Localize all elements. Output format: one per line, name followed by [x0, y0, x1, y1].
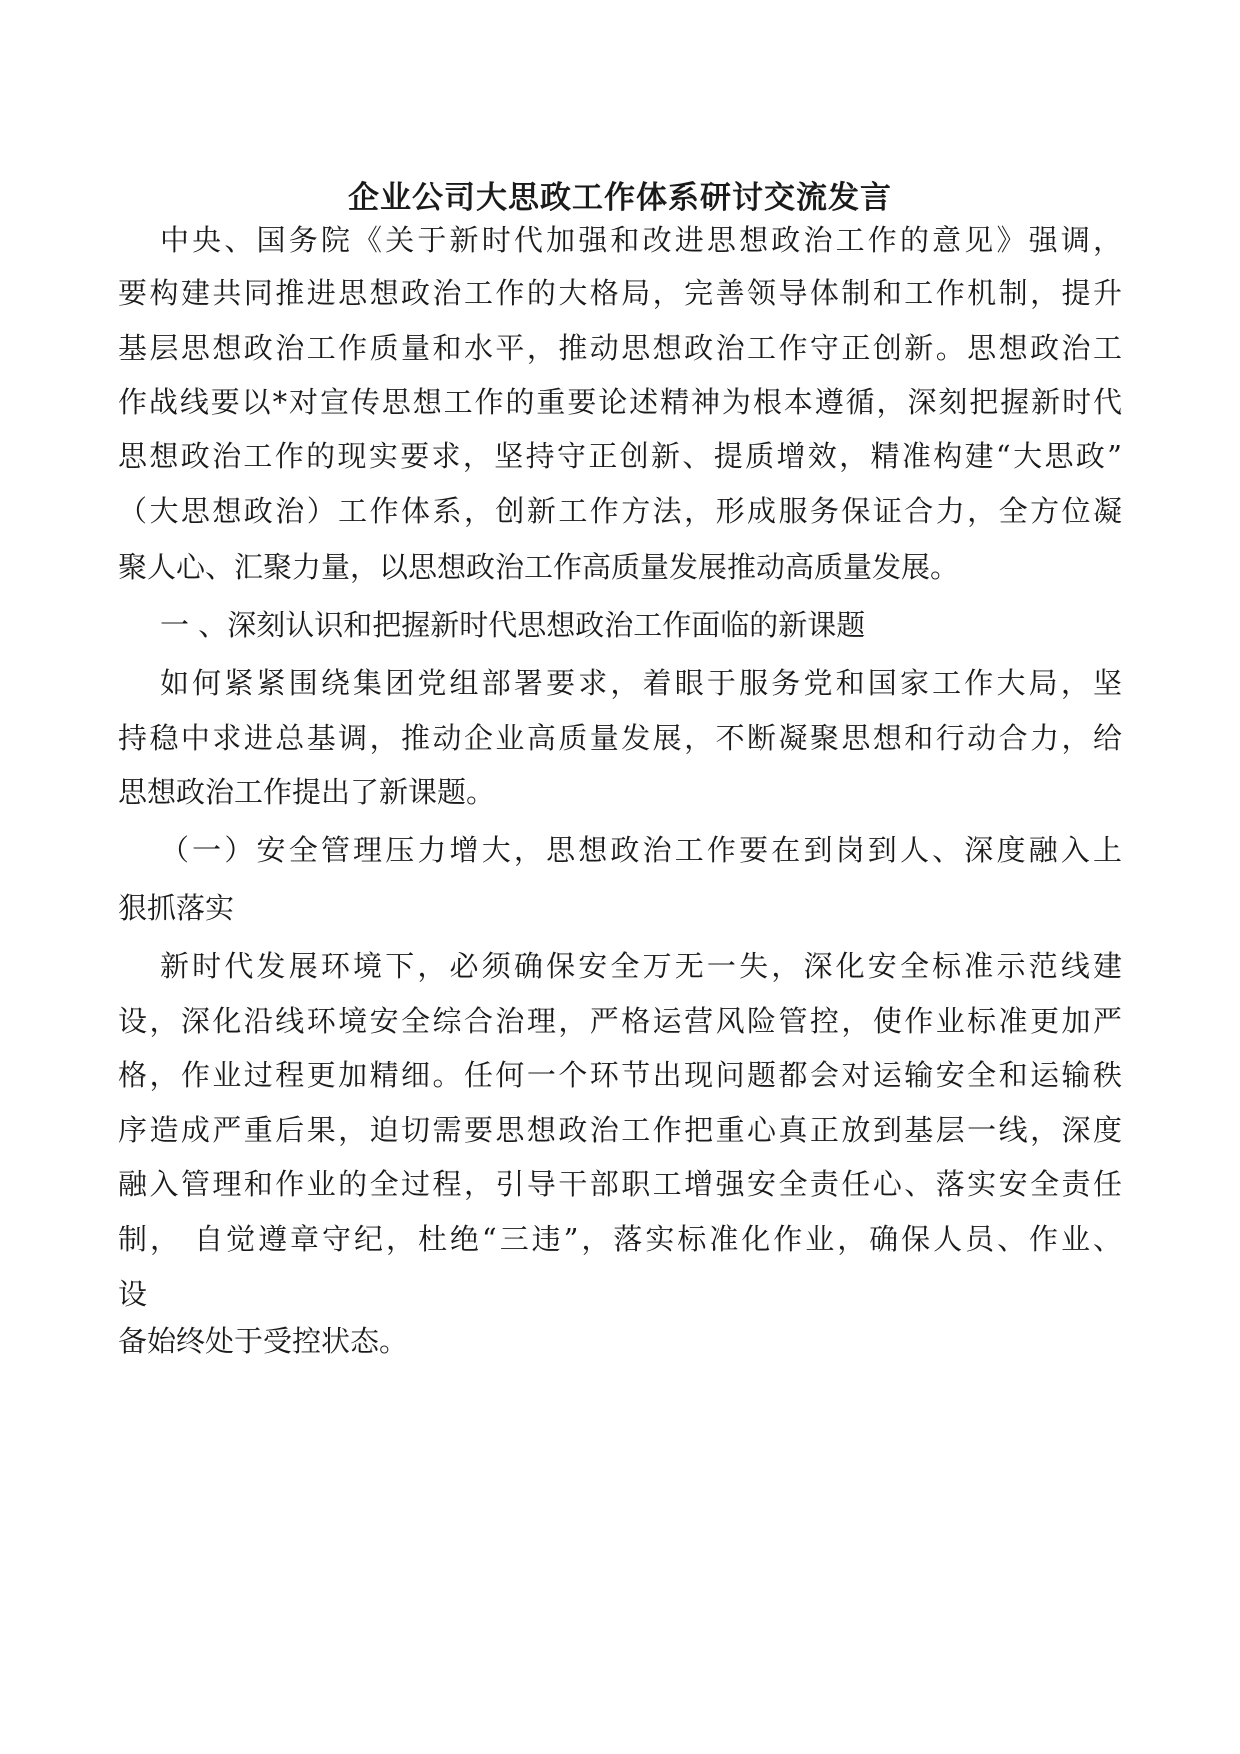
paragraph-line: 作战线要以*对宣传思想工作的重要论述精神为根本遵循，深刻把握新时代: [118, 385, 1122, 419]
paragraph-line: 新时代发展环境下，必须确保安全万无一失，深化安全标准示范线建: [160, 949, 1122, 983]
paragraph-line: 融入管理和作业的全过程，引导干部职工增强安全责任心、落实安全责任: [118, 1167, 1122, 1201]
paragraph-line: （大思想政治）工作体系，创新工作方法，形成服务保证合力，全方位凝: [118, 494, 1122, 528]
paragraph-line: 如何紧紧围绕集团党组部署要求，着眼于服务党和国家工作大局，坚: [160, 666, 1122, 700]
paragraph-line: 聚人心、汇聚力量，以思想政治工作高质量发展推动高质量发展。: [118, 550, 960, 584]
section-heading: 一 、深刻认识和把握新时代思想政治工作面临的新课题: [160, 608, 866, 642]
subsection-heading: （一）安全管理压力增大，思想政治工作要在到岗到人、深度融入上: [160, 833, 1122, 867]
paragraph-line: 设，深化沿线环境安全综合治理，严格运营风险管控，使作业标准更加严: [118, 1004, 1122, 1038]
paragraph-line: 要构建共同推进思想政治工作的大格局，完善领导体制和工作机制，提升: [118, 276, 1122, 310]
paragraph-line: 中央、国务院《关于新时代加强和改进思想政治工作的意见》强调，: [160, 223, 1122, 257]
paragraph-line: 格，作业过程更加精细。任何一个环节出现问题都会对运输安全和运输秩: [118, 1058, 1122, 1092]
paragraph-line: 序造成严重后果，迫切需要思想政治工作把重心真正放到基层一线，深度: [118, 1113, 1122, 1147]
paragraph-line: 制， 自觉遵章守纪，杜绝“三违”，落实标准化作业，确保人员、作业、: [118, 1222, 1122, 1256]
paragraph-line: 设: [118, 1277, 148, 1311]
paragraph-line: 持稳中求进总基调，推动企业高质量发展，不断凝聚思想和行动合力，给: [118, 721, 1122, 755]
paragraph-line: 基层思想政治工作质量和水平，推动思想政治工作守正创新。思想政治工: [118, 331, 1122, 365]
paragraph-line: 思想政治工作提出了新课题。: [118, 775, 496, 809]
paragraph-line: 备始终处于受控状态。: [118, 1324, 409, 1358]
paragraph-line: 思想政治工作的现实要求，坚持守正创新、提质增效，精准构建“大思政”: [118, 439, 1122, 473]
document-title: 企业公司大思政工作体系研讨交流发言: [348, 180, 892, 216]
subsection-heading: 狠抓落实: [118, 891, 235, 925]
